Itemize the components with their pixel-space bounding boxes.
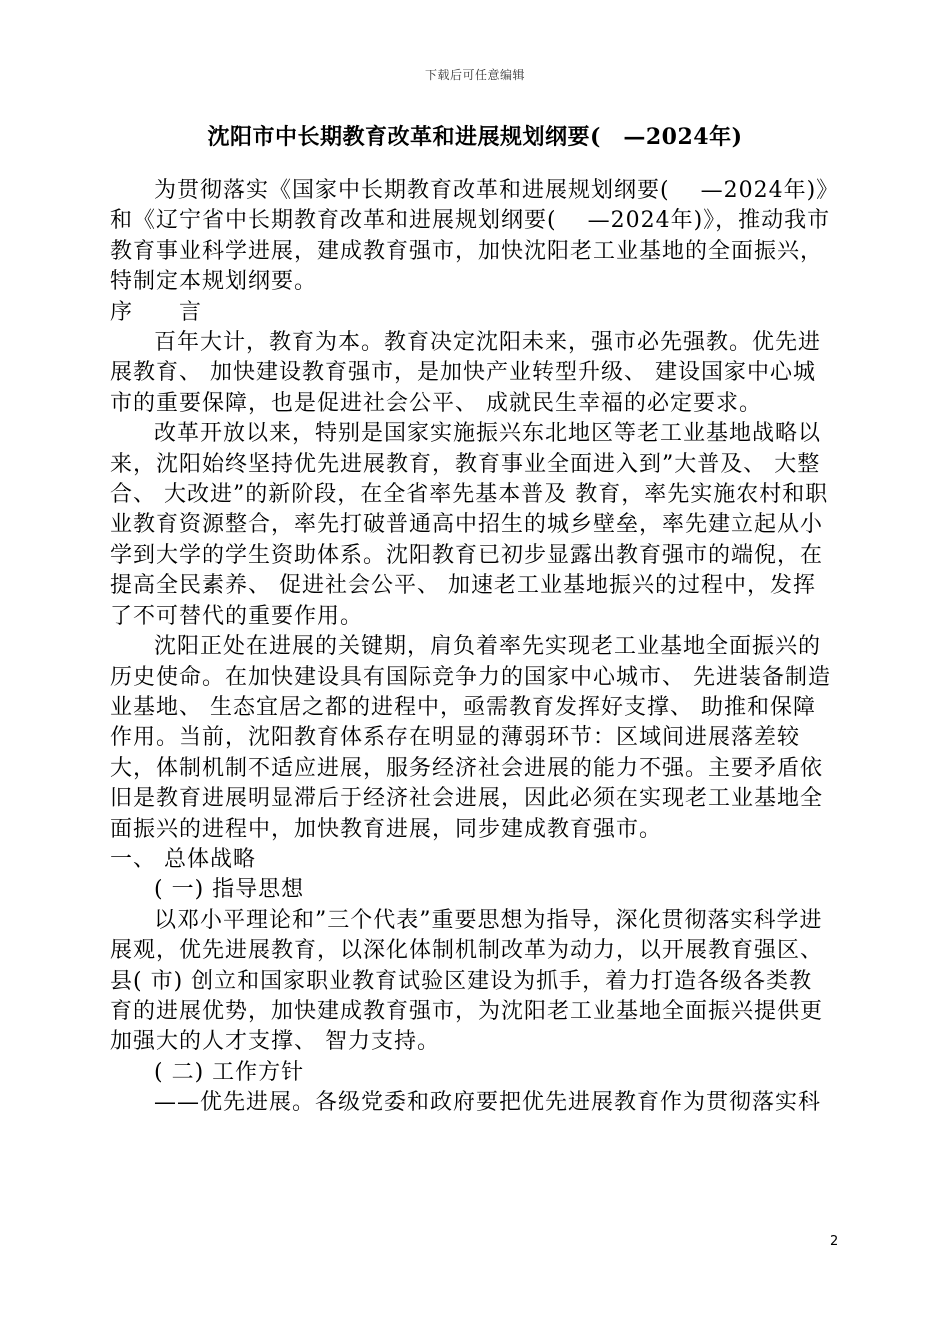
document-title: 沈阳市中长期教育改革和进展规划纲要( —2024年) (207, 124, 743, 150)
paragraph-preface-3: 沈阳正处在进展的关键期，肩负着率先实现老工业基地全面振兴的历史使命。在加快建设具有国际竞争力的国家中心城市、 先进装备制造业基地、 生态宜居之都的进程中，亟需教育发挥好支撑、 助推和保障作用。当前，沈阳教育体系存在明显的薄弱环节：区域间进展落差较大，体制机制不适应进展，服务经济社会进展的能力不强。主要矛盾依旧是教育进展明显滞后于经济社会进展，因此必须在实现老工业基地全面振兴的进程中，加快教育进展，同步建成教育强市。 (110, 634, 831, 842)
subsection-heading-work-policy: ( 二) 工作方针 (154, 1059, 305, 1085)
header-note: 下载后可任意编辑 (424, 68, 525, 82)
document-body (110, 176, 835, 1119)
paragraph-guiding-thought: 以邓小平理论和”三个代表”重要思想为指导，深化贯彻落实科学进展观，优先进展教育，以深化体制机制改革为动力，以开展教育强区、 县( 市) 创立和国家职业教育试验区建设为抓手，着力打造各级各类教育的进展优势，加快建成教育强市，为沈阳老工业基地全面振兴提供更加强大的人才支撑、 智力支持。 (110, 907, 824, 1055)
section-heading-preface: 序 言 (110, 299, 203, 325)
section-heading-strategy: 一、 总体战略 (110, 846, 256, 872)
paragraph-work-policy: ——优先进展。各级党委和政府要把优先进展教育作为贯彻落实科 (154, 1090, 822, 1116)
page-number: 2 (830, 1234, 839, 1249)
paragraph-preface-1: 百年大计，教育为本。教育决定沈阳未来，强市必先强教。优先进展教育、 加快建设教育强市，是加快产业转型升级、 建设国家中心城市的重要保障，也是促进社会公平、 成就民生幸福的必定要求。 (110, 330, 822, 416)
subsection-heading-guiding-thought: ( 一) 指导思想 (154, 877, 305, 903)
paragraph-intro: 为贯彻落实《国家中长期教育改革和进展规划纲要( —2024年)》和《辽宁省中长期教育改革和进展规划纲要( —2024年)》，推动我市教育事业科学进展，建成教育强市，加快沈阳老工业基地的全面振兴，特制定本规划纲要。 (110, 178, 831, 295)
paragraph-preface-2: 改革开放以来，特别是国家实施振兴东北地区等老工业基地战略以来，沈阳始终坚持优先进展教育，教育事业全面进入到”大普及、 大整合、 大改进”的新阶段，在全省率先基本普及 教育，率先实施农村和职业教育资源整合，率先打破普通高中招生的城乡壁垒，率先建立起从小学到大学的学生资助体系。沈阳教育已初步显露出教育强市的端倪，在提高全民素养、 促进社会公平、 加速老工业基地振兴的过程中，发挥了不可替代的重要作用。 (110, 421, 829, 629)
